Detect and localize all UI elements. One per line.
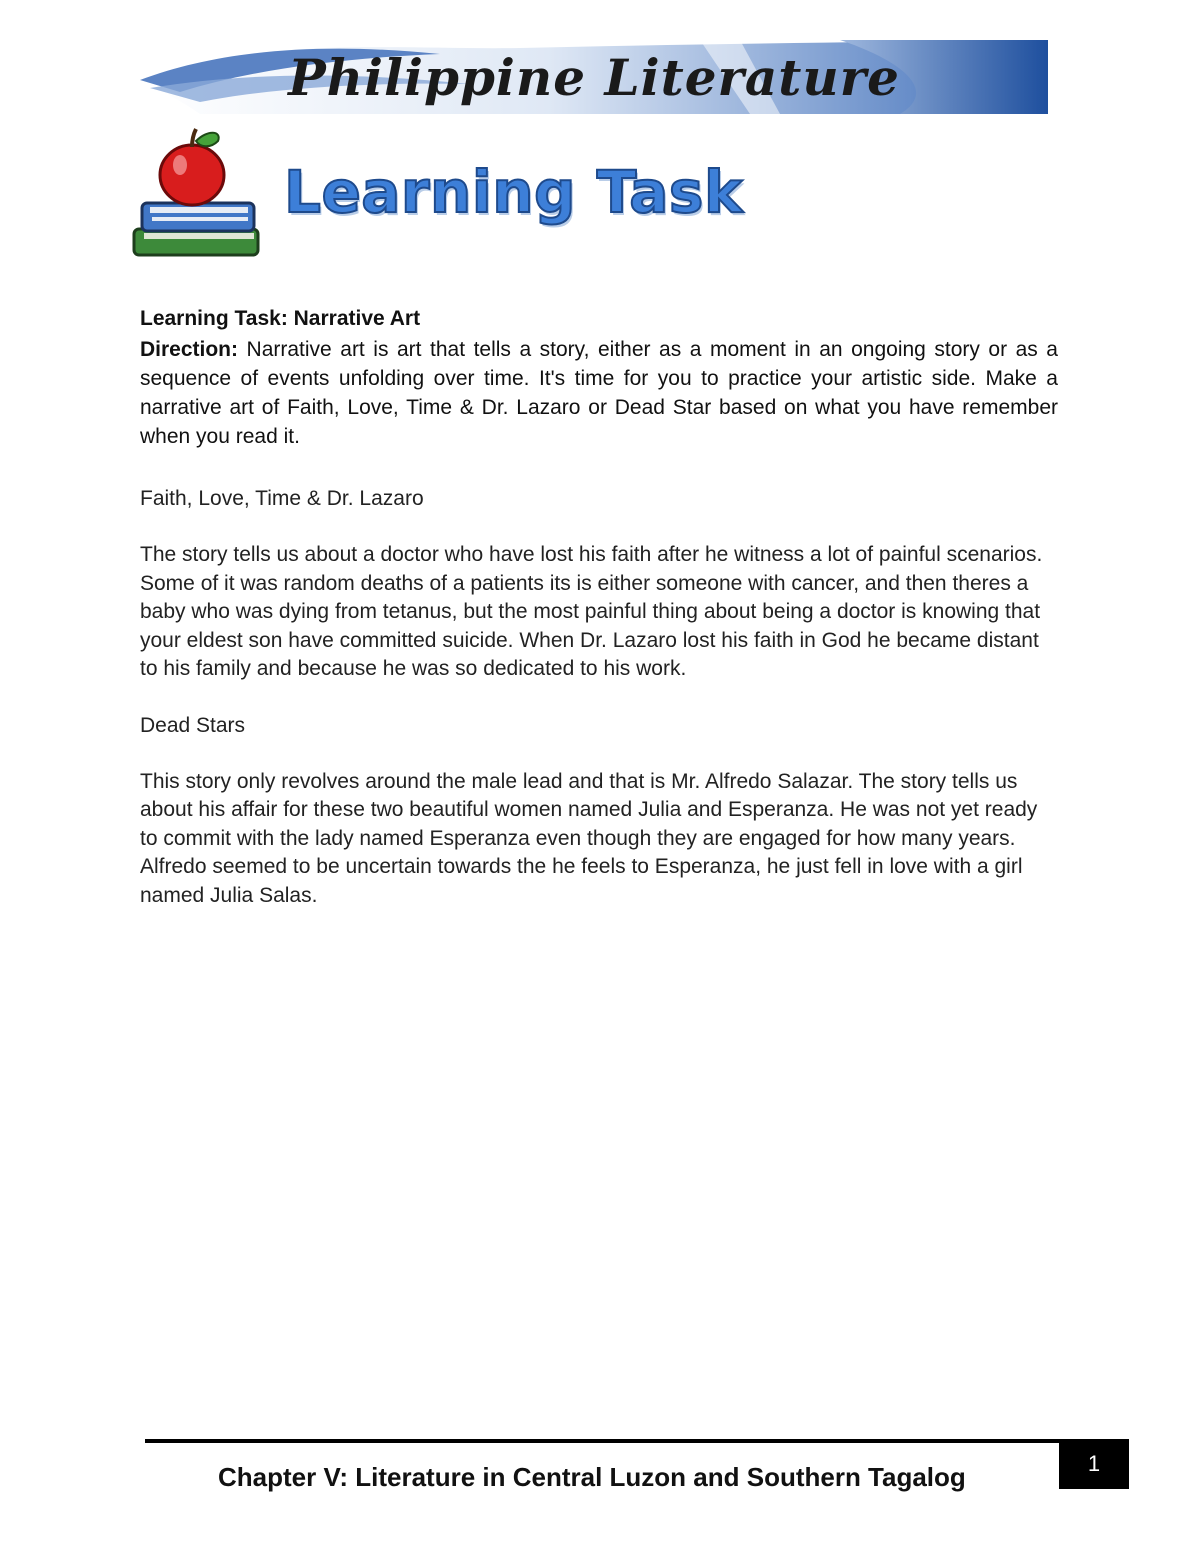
page-number: 1 <box>1059 1439 1129 1489</box>
footer-chapter-title: Chapter V: Literature in Central Luzon and Southern Tagalog <box>218 1462 966 1492</box>
direction-text: Narrative art is art that tells a story, either as a moment in an ongoing story or as a sequence of events unfolding over time. It's time for you to practice your artistic side. Make a narrative art of Faith, Love, Time & Dr. Lazaro or Dead Star based on what you have remember when you read it. <box>140 338 1058 448</box>
footer-divider <box>145 1439 1060 1443</box>
task-direction <box>140 335 1058 451</box>
apple-on-books-icon <box>126 125 266 265</box>
header-banner <box>140 40 1048 114</box>
main-content <box>140 304 1058 910</box>
story-body-faith-love: The story tells us about a doctor who have lost his faith after he witness a lot of painful scenarios. Some of it was random deaths of a patients its is either someone with cancer, and then theres a baby who was dying from tetanus, but the most painful thing about being a doctor is knowing that your eldest son have committed suicide. When Dr. Lazaro lost his faith in God he became distant to his family and because he was so dedicated to his work. <box>140 543 1043 680</box>
learning-task-heading: Learning Task <box>284 158 744 226</box>
task-title: Learning Task: Narrative Art <box>140 307 421 330</box>
story-body-dead-stars: This story only revolves around the male lead and that is Mr. Alfredo Salazar. The story tells us about his affair for these two beautiful women named Julia and Esperanza. He was not yet ready to commit with the lady named Esperanza even though they are engaged for how many years. Alfredo seemed to be uncertain towards the he feels to Esperanza, he just fell in love with a girl named Julia Salas. <box>140 769 1038 907</box>
story-title-faith-love: Faith, Love, Time & Dr. Lazaro <box>140 487 424 510</box>
direction-label: Direction: <box>140 338 239 361</box>
banner-title: Philippine Literature <box>288 47 900 107</box>
story-title-dead-stars: Dead Stars <box>140 713 246 737</box>
